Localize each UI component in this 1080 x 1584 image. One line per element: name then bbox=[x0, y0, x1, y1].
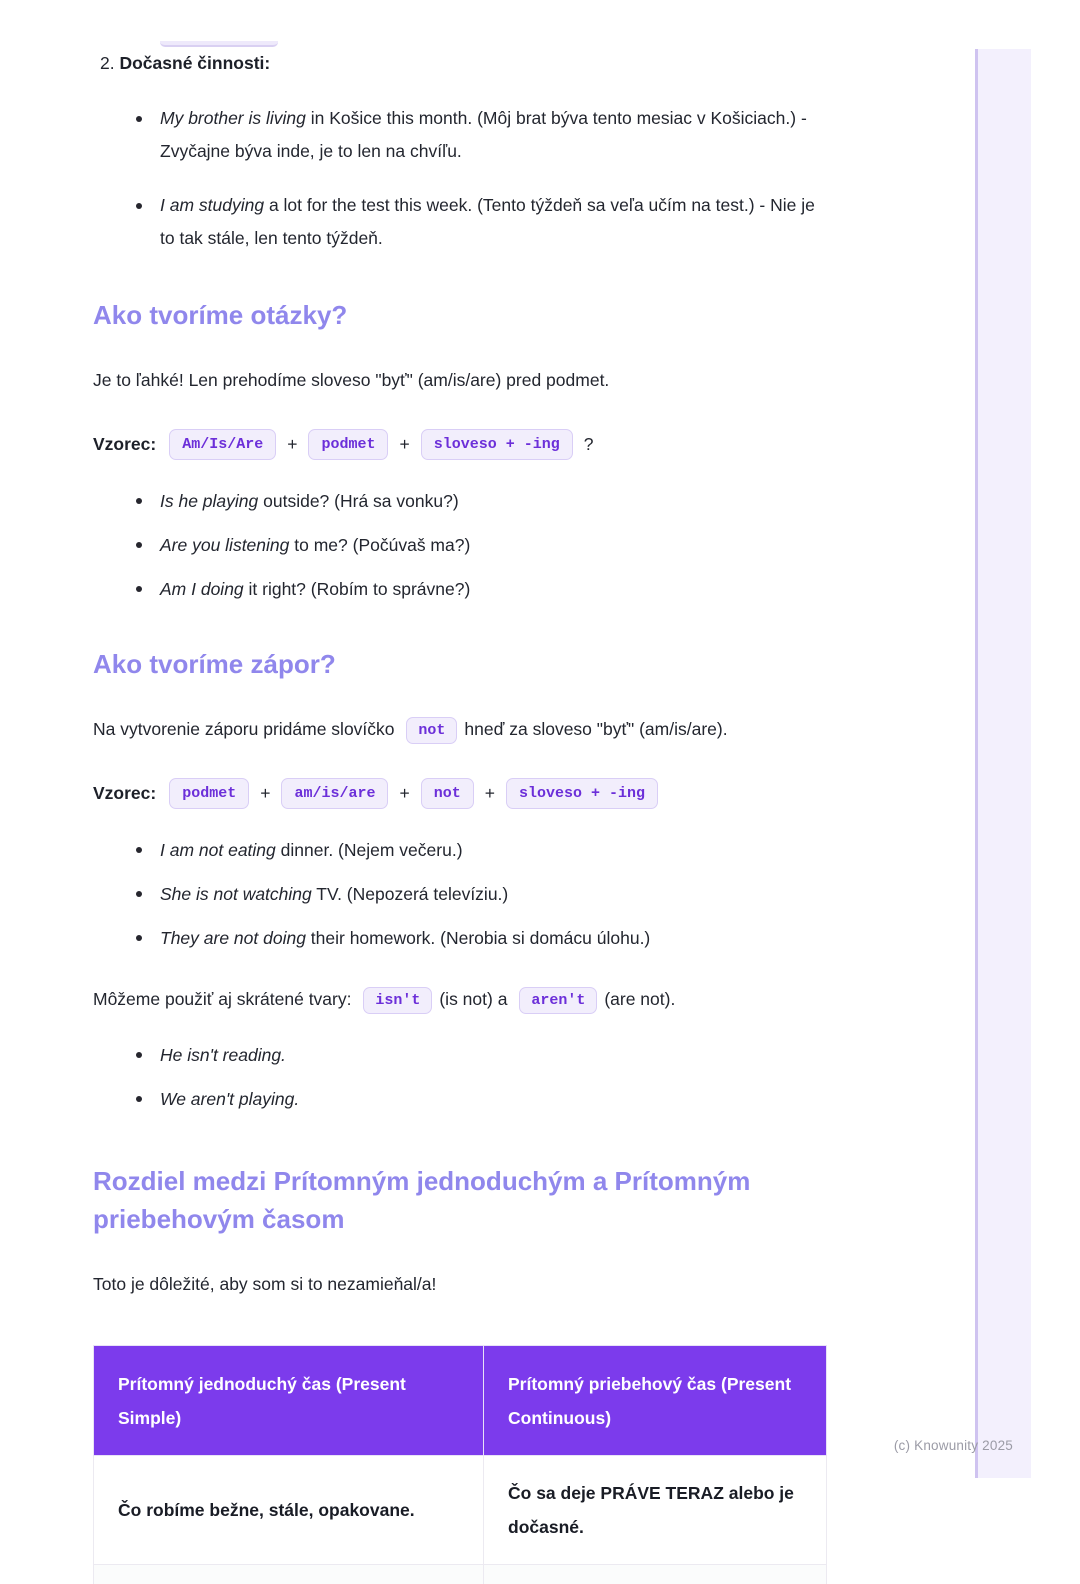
plus-sign: + bbox=[399, 434, 410, 454]
short-forms-before: Môžeme použiť aj skrátené tvary: bbox=[93, 989, 357, 1009]
example-translation: outside? (Hrá sa vonku?) bbox=[258, 491, 459, 511]
short-forms-line bbox=[93, 984, 830, 1014]
example-english: She is not watching bbox=[160, 884, 312, 904]
example-translation: to me? (Počúvaš ma?) bbox=[289, 535, 471, 555]
table-row bbox=[94, 1456, 827, 1565]
section-heading-questions: Ako tvoríme otázky? bbox=[93, 300, 348, 330]
table-cell bbox=[94, 1565, 484, 1584]
plus-sign: + bbox=[399, 783, 410, 803]
table-header-row bbox=[94, 1346, 827, 1456]
example-english: My brother is living bbox=[160, 108, 306, 128]
list-item-title: Dočasné činnosti: bbox=[119, 53, 271, 73]
code-chip: sloveso + -ing bbox=[506, 778, 658, 809]
example-english: Are you listening bbox=[160, 535, 290, 555]
table-row-cut-off bbox=[94, 1565, 827, 1584]
table-cell: Čo robíme bežne, stále, opakovane. bbox=[94, 1456, 484, 1565]
table-header-cell-present-simple: Prítomný jednoduchý čas (Present Simple) bbox=[94, 1346, 484, 1456]
table-header-cell-present-continuous: Prítomný priebehový čas (Present Continuous) bbox=[484, 1346, 827, 1456]
code-chip: am/is/are bbox=[281, 778, 388, 809]
code-chip: sloveso + -ing bbox=[421, 429, 573, 460]
plus-sign: + bbox=[260, 783, 271, 803]
table-cell: Čo sa deje PRÁVE TERAZ alebo je dočasné. bbox=[484, 1456, 827, 1565]
table-cell bbox=[484, 1565, 827, 1584]
list-item bbox=[160, 530, 830, 560]
code-chip: Am/Is/Are bbox=[169, 429, 276, 460]
example-translation: their homework. (Nerobia si domácu úlohu.) bbox=[305, 928, 651, 948]
short-forms-after: (are not). bbox=[604, 989, 676, 1009]
numbered-item-temporary-activities bbox=[93, 50, 830, 76]
example-translation: TV. (Nepozerá televíziu.) bbox=[311, 884, 509, 904]
difference-intro: Toto je dôležité, aby som si to nezamieňal/a! bbox=[93, 1274, 437, 1294]
list-item bbox=[160, 1040, 830, 1070]
negation-intro-after: hneď za sloveso "byť" (am/is/are). bbox=[464, 719, 728, 739]
example-translation: it right? (Robím to správne?) bbox=[243, 579, 471, 599]
example-english: We aren't playing. bbox=[160, 1089, 300, 1109]
list-number: 2. bbox=[100, 53, 115, 73]
example-english: Is he playing bbox=[160, 491, 259, 511]
copyright-watermark: (c) Knowunity 2025 bbox=[893, 1438, 1013, 1453]
plus-sign: + bbox=[287, 434, 298, 454]
short-forms-middle: (is not) a bbox=[439, 989, 513, 1009]
code-chip: podmet bbox=[169, 778, 249, 809]
section-heading-difference: Rozdiel medzi Prítomným jednoduchým a Prítomným priebehovým časom bbox=[93, 1166, 751, 1234]
plus-sign: + bbox=[484, 783, 495, 803]
right-margin-stripe bbox=[975, 49, 1031, 1478]
example-english: Am I doing bbox=[160, 579, 244, 599]
example-translation: a lot for the test this week. (Tento týždeň sa veľa učím na test.) - Nie je to tak stále, len tento týždeň. bbox=[160, 195, 815, 248]
negation-intro-before: Na vytvorenie záporu pridáme slovíčko bbox=[93, 719, 400, 739]
example-translation: in Košice this month. (Môj brat býva tento mesiac v Košiciach.) - Zvyčajne býva inde, je to len na chvíľu. bbox=[160, 108, 807, 161]
questions-formula bbox=[93, 429, 830, 460]
example-translation: dinner. (Nejem večeru.) bbox=[275, 840, 463, 860]
section-heading-negation: Ako tvoríme zápor? bbox=[93, 649, 336, 679]
list-item bbox=[160, 574, 830, 604]
example-english: He isn't reading. bbox=[160, 1045, 286, 1065]
list-item bbox=[160, 189, 830, 255]
formula-label: Vzorec: bbox=[93, 783, 157, 803]
example-english: They are not doing bbox=[160, 928, 306, 948]
document-content bbox=[93, 50, 830, 1584]
example-english: I am studying bbox=[160, 195, 265, 215]
questions-intro: Je to ľahké! Len prehodíme sloveso "byť" (am/is/are) pred podmet. bbox=[93, 370, 610, 390]
list-item bbox=[160, 879, 830, 909]
negation-examples bbox=[93, 835, 830, 953]
negation-formula bbox=[93, 778, 830, 809]
cut-off-code-chip-remnant bbox=[160, 41, 278, 47]
list-item bbox=[160, 835, 830, 865]
questions-examples bbox=[93, 486, 830, 604]
formula-label: Vzorec: bbox=[93, 434, 157, 454]
code-chip: not bbox=[406, 717, 457, 744]
code-chip: podmet bbox=[308, 429, 388, 460]
list-item bbox=[160, 486, 830, 516]
temporary-activities-examples bbox=[93, 102, 830, 255]
example-english: I am not eating bbox=[160, 840, 276, 860]
short-forms-examples bbox=[93, 1040, 830, 1114]
code-chip: not bbox=[421, 778, 474, 809]
list-item bbox=[160, 923, 830, 953]
list-item bbox=[160, 1084, 830, 1114]
question-mark: ? bbox=[583, 434, 594, 454]
code-chip: aren't bbox=[519, 987, 597, 1014]
code-chip: isn't bbox=[363, 987, 432, 1014]
comparison-table bbox=[93, 1345, 827, 1584]
list-item bbox=[160, 102, 830, 168]
negation-intro bbox=[93, 714, 830, 744]
